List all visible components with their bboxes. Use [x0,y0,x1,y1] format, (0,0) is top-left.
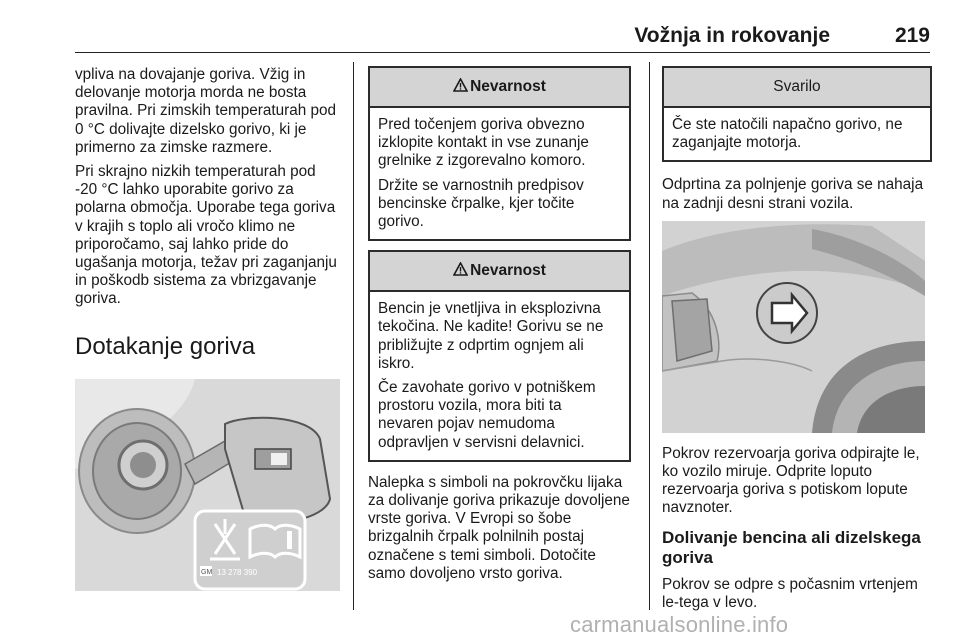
caution-box-body [664,108,930,160]
label-number: 13 278 390 [217,567,258,577]
warning-triangle-icon [453,78,468,92]
paragraph: vpliva na dovajanje goriva. Vžig in delovanje motorja morda ne bosta pravilna. Pri zimskih temperaturah pod 0 °C dolivajte dizelsko gorivo, ki je primerno za zimske razmere. [75,66,337,156]
danger-box-header [370,252,629,292]
paragraph: Če zavohate gorivo v potniškem prostoru vozila, mora biti ta nevaren pojav nemudoma odpravljen v servisni delavnici. [378,379,596,451]
paragraph: Pri skrajno nizkih temperaturah pod -20 °C lahko uporabite gorivo za polarna območja. Uporabe tega goriva v krajih s toplo ali vročo klimo ne priporočamo, saj lahko pride do ugašanja motorja, težav pri zaganjanju in poškodb sistema za vbrizgavanje goriva. [75,163,337,308]
paragraph: Bencin je vnetljiva in eksplozivna tekočina. Ne kadite! Gorivu se ne približujte z odprtim ognjem ali iskro. [378,300,604,372]
danger-box-header [370,68,629,108]
paragraph: Pokrov se odpre s počasnim vrtenjem le-tega v levo. [662,575,918,611]
warning-triangle-icon [453,262,468,276]
fuel-flap-illustration [75,379,340,591]
caution-box [662,66,932,162]
column-divider-1 [353,62,354,610]
danger-box-title: Nevarnost [470,262,546,280]
paragraph: Odprtina za polnjenje goriva se nahaja na zadnji desni strani vozila. [662,176,924,212]
column-1 [75,66,340,591]
header-divider [75,52,930,53]
section-heading-petrol-diesel: Dolivanje bencina ali dizelskega goriva [662,527,921,567]
section-heading-refueling: Dotakanje goriva [75,332,256,360]
page-number: 219 [894,24,930,47]
paragraph: Držite se varnostnih predpisov bencinske črpalke, kjer točite gorivo. [378,176,584,231]
paragraph: Nalepka s simboli na pokrovčku lijaka za dolivanje goriva prikazuje dovoljene vrste goriva. V Evropi so šobe brizgalnih črpalk polnilnih postaj označene s temi simboli. Dotočite samo dovoljeno vrsto goriva. [368,473,630,582]
watermark-url: carmanualsonline.info [570,612,789,637]
paragraph: Pokrov rezervoarja goriva odpirajte le, ko vozilo miruje. Odprite loputo rezervoarja goriva s potiskom lopute navznoter. [662,444,920,517]
column-2 [368,66,631,589]
danger-box-body [370,108,629,239]
car-rear-illustration [662,221,925,433]
caution-box-title: Svarilo [664,68,930,108]
danger-box-body [370,292,629,460]
page-header-title: Vožnja in rokovanje [634,24,830,47]
column-divider-2 [649,62,650,610]
paragraph: Če ste natočili napačno gorivo, ne zaganjajte motorja. [672,116,903,152]
label-logo: GM [201,568,213,576]
column-3 [662,66,932,618]
danger-box-2 [368,250,631,462]
danger-box-1 [368,66,631,241]
danger-box-title: Nevarnost [470,78,546,95]
paragraph: Pred točenjem goriva obvezno izklopite kontakt in vse zunanje grelnike z izgorevalno komoro. [378,116,589,170]
